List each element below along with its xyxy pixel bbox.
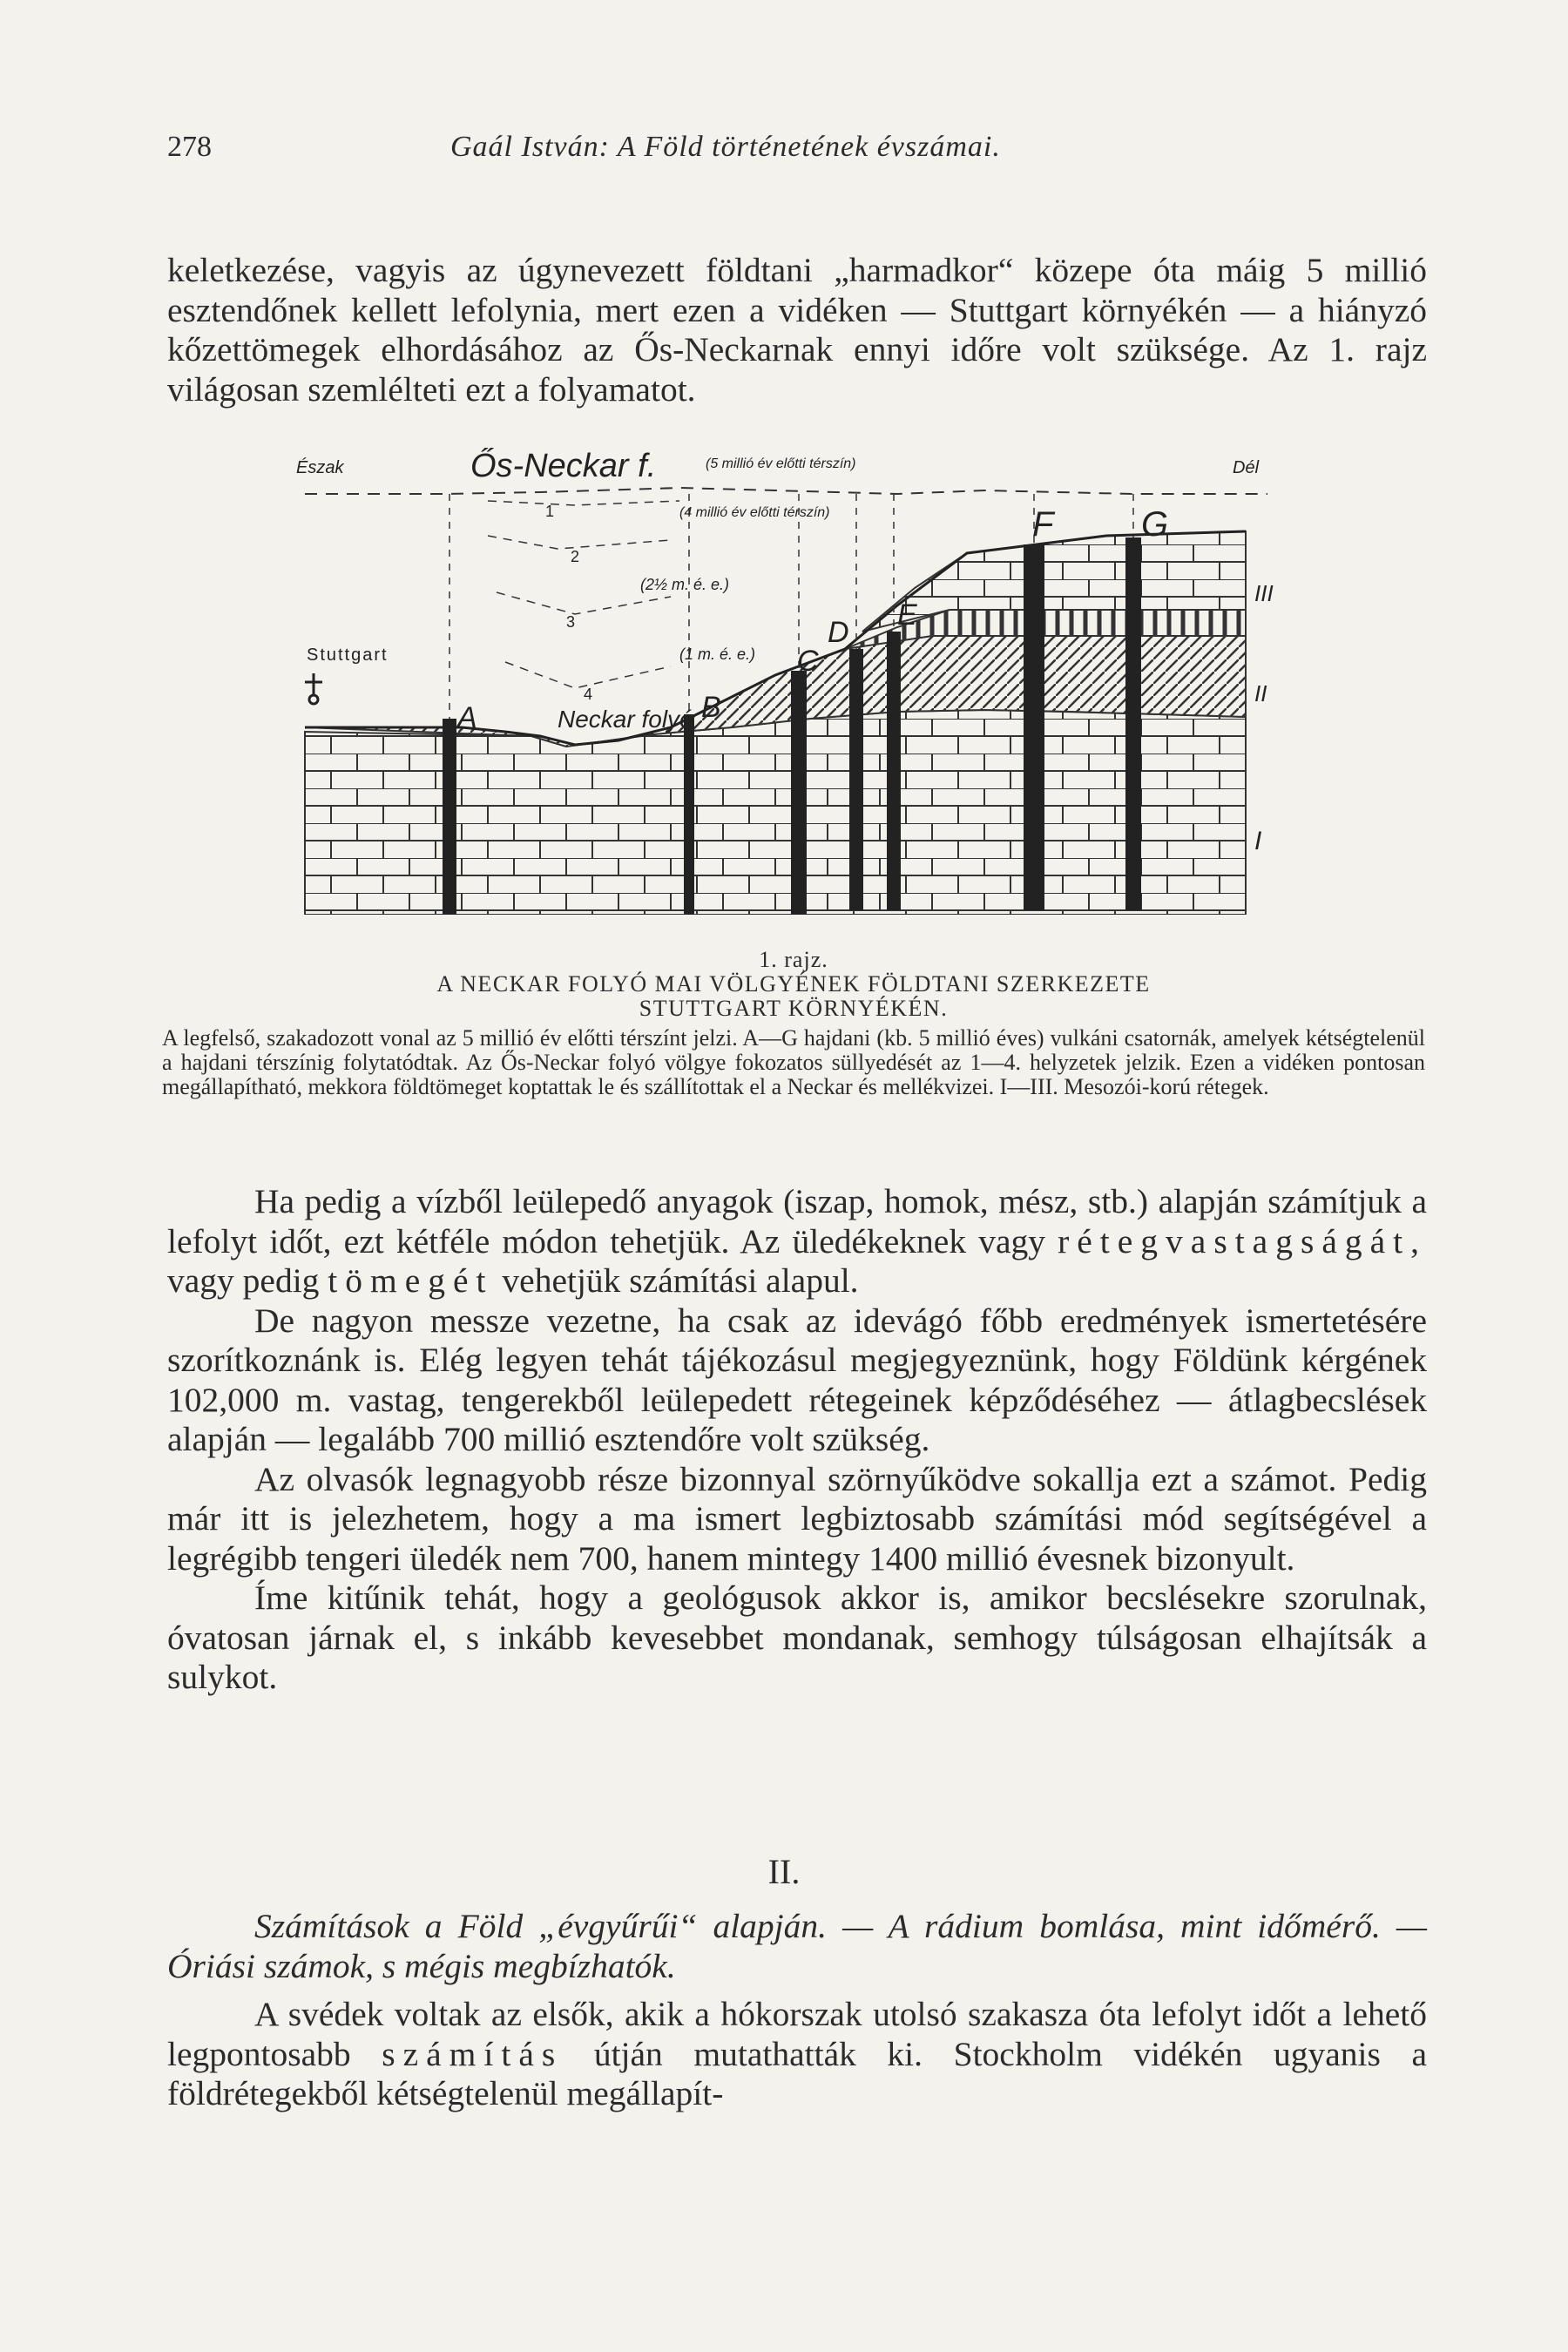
- vent-label: C: [797, 645, 819, 678]
- vent-B: [684, 714, 694, 915]
- vent-label: E: [897, 598, 917, 632]
- stratum-label: II: [1254, 680, 1267, 706]
- level-1m-label: (1 m. é. e.): [679, 645, 756, 663]
- paragraph: Az olvasók legnagyobb része bizonnyal szörnyűködve sokallja ezt a számot. Pedig már itt is jelezhetem, hogy a ma ismert legbiztosabb számítási mód segítségével a legrégibb tengeri üledék nem 700, hanem mintegy 1400 millió évesnek bizonyult.: [167, 1459, 1427, 1578]
- vent-F: [1024, 544, 1044, 910]
- running-head: Gaál István: A Föld történetének évszámai.: [450, 131, 1001, 163]
- south-label: Dél: [1233, 458, 1260, 477]
- paragraph: A svédek voltak az elsők, akik a hókorszak utolsó szakasza óta lefolyt időt a lehető legpontosabb számítás útján mutathatták ki. Stockholm vidékén ugyanis a földrétegekből kétségtelenül megállapít-: [167, 1995, 1427, 2112]
- paragraph: Íme kitűnik tehát, hogy a geológusok akkor is, amikor becslésekre szorulnak, óvatosan járnak el, s inkább kevesebbet mondanak, semhogy túlságosan elhajítsák a sulykot.: [167, 1578, 1427, 1696]
- vent-A: [443, 719, 456, 915]
- paragraph: Ha pedig a vízből leülepedő anyagok (iszap, homok, mész, stb.) alapján számítjuk a lefolyt időt, ezt kétféle módon tehetjük. Az üledékeknek vagy rétegvastagságát, vagy pedig tömegét vehetjük számítási alapul.: [167, 1182, 1427, 1300]
- emphasis: tömegét: [328, 1261, 494, 1300]
- section-heading-text: Számítások a Föld „évgyűrűi“ alapján. — A rádium bomlása, mint időmérő. — Óriási számok, s mégis megbízhatók.: [167, 1907, 1427, 1985]
- level-2-5-label: (2½ m. é. e.): [640, 576, 730, 593]
- vent-label: G: [1141, 505, 1169, 544]
- level-label: 3: [566, 613, 576, 631]
- stratum-label: I: [1254, 827, 1262, 855]
- section-text: [167, 1995, 1427, 2114]
- section-number: II.: [767, 1852, 801, 1891]
- stratum-label: III: [1254, 580, 1274, 606]
- vent-E: [887, 632, 901, 910]
- old-surface-line: [305, 488, 1267, 494]
- level-label: 2: [571, 548, 580, 565]
- city-label: Stuttgart: [307, 645, 389, 665]
- emphasis: számítás: [382, 2034, 564, 2073]
- caption-text: A legfelső, szakadozott vonal az 5 millió év előtti térszínt jelzi. A—G hajdani (kb. 5 millió éves) vulkáni csatornák, amelyek kétségtelenül a hajdani térszínig folytatódtak. Az Ős-Neckar folyó völgye fokozatos süllyedését az 1—4. helyzetek jelzik. Ezen a vidéken pontosan megállapítható, mekkora földtömeget koptattak le és szállítottak el a Neckar és mellékvizei. I—III. Mesozói-korú rétegek.: [162, 1025, 1425, 1099]
- vent-label: D: [828, 616, 849, 649]
- vent-G: [1125, 537, 1141, 910]
- emphasis: rétegvastagságát,: [1058, 1221, 1427, 1260]
- section-heading: [167, 1906, 1427, 1986]
- vent-C: [791, 671, 807, 915]
- page-number: 278: [167, 131, 212, 163]
- river-levels: [488, 501, 679, 688]
- level-label: 4: [584, 686, 593, 703]
- surface-4m-label: (4 millió év előtti térszín): [679, 505, 830, 520]
- north-label: Észak: [296, 458, 344, 477]
- vent-D: [849, 649, 863, 910]
- caption-title: A NECKAR FOLYÓ MAI VÖLGYÉNEK FÖLDTANI SZERKEZETE: [436, 971, 1151, 997]
- cross-section-diagram: [287, 440, 1298, 915]
- figure-caption: [162, 948, 1425, 1099]
- page-header: [167, 131, 1422, 174]
- caption-title: STUTTGART KÖRNYÉKÉN.: [639, 996, 949, 1021]
- church-icon: [305, 673, 322, 704]
- vent-label: A: [457, 701, 477, 734]
- vent-label: B: [701, 691, 721, 724]
- paragraph: keletkezése, vagyis az úgynevezett földtani „harmadkor“ közepe óta máig 5 millió esztendőnek kellett lefolynia, mert ezen a vidéken — Stuttgart környékén — a hiányzó kőzettömegek elhordásához az Ős-Neckarnak ennyi időre volt szüksége. Az 1. rajz világosan szemlélteti ezt a folyamatot.: [167, 251, 1427, 409]
- river-label: Neckar folyó: [558, 706, 693, 733]
- level-label: 1: [545, 503, 555, 520]
- surface-5m-label: (5 millió év előtti térszín): [706, 456, 856, 471]
- caption-number: 1. rajz.: [759, 947, 828, 972]
- main-text: [167, 1182, 1427, 1698]
- vent-label: F: [1032, 505, 1054, 544]
- intro-paragraph: [167, 251, 1427, 409]
- paragraph: De nagyon messze vezetne, ha csak az idevágó főbb eredmények ismertetésére szorítkoznánk is. Elég legyen tehát tájékozásul megjegyeznünk, hogy Földünk kérgének 102,000 m. vastag, tengerekből leülepedett rétegeinek képződéséhez — átlagbecslések alapján — legalább 700 millió esztendőre volt szükség.: [167, 1301, 1427, 1458]
- geology-figure: [287, 440, 1298, 915]
- paleo-river-label: Ős-Neckar f.: [470, 448, 657, 484]
